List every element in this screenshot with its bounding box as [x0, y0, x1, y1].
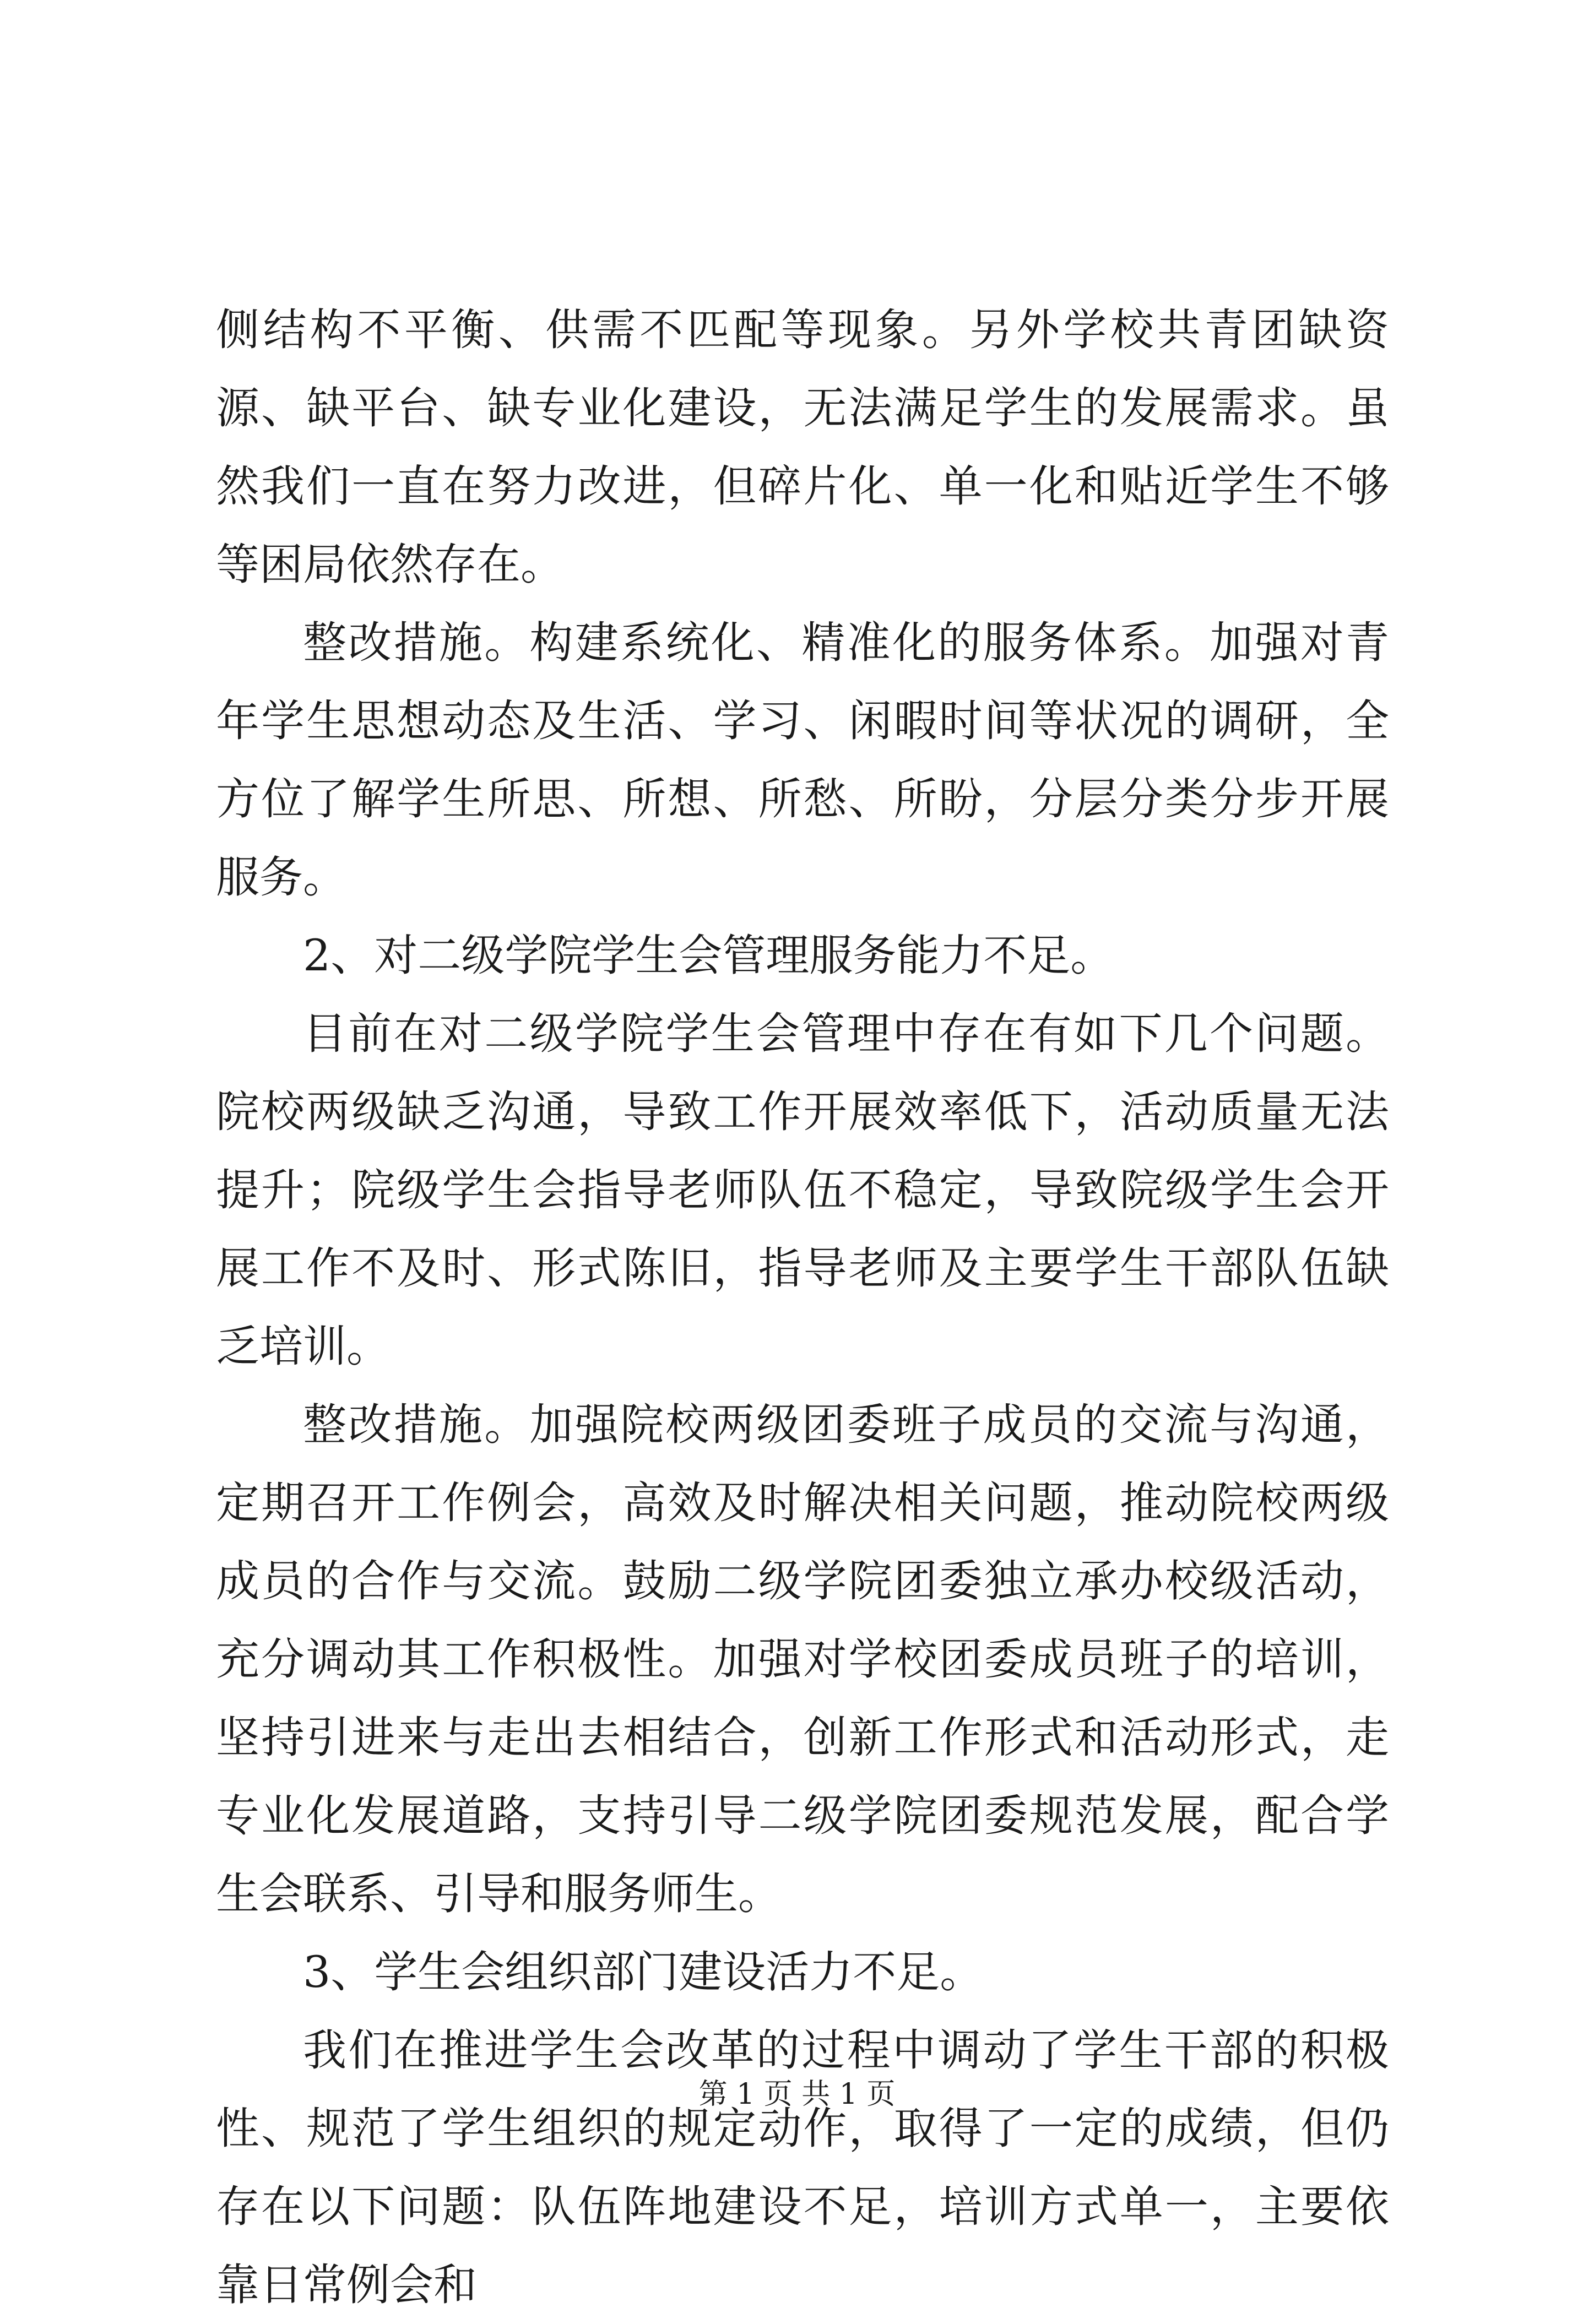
section-heading-3: 3、学生会组织部门建设活力不足。 [303, 1947, 984, 1997]
paragraph-continuation: 侧结构不平衡、供需不匹配等现象。另外学校共青团缺资源、缺平台、缺专业化建设，无法满足学生的发展需求。虽然我们一直在努力改进，但碎片化、单一化和贴近学生不够等困局依然存在。 [216, 305, 1389, 590]
paragraph-rectification-2: 整改措施。加强院校两级团委班子成员的交流与沟通，定期召开工作例会，高效及时解决相关问题，推动院校两级成员的合作与交流。鼓励二级学院团委独立承办校级活动，充分调动其工作积极性。加强对学校团委成员班子的培训，坚持引进来与走出去相结合，创新工作形式和活动形式，走专业化发展道路，支持引导二级学院团委规范发展，配合学生会联系、引导和服务师生。 [216, 1399, 1389, 1919]
section-heading-2: 2、对二级学院学生会管理服务能力不足。 [303, 930, 1114, 981]
document-body [216, 291, 1389, 2324]
paragraph-problem-2: 目前在对二级学院学生会管理中存在有如下几个问题。院校两级缺乏沟通，导致工作开展效率低下，活动质量无法提升；院级学生会指导老师队伍不稳定，导致院级学生会开展工作不及时、形式陈旧，指导老师及主要学生干部队伍缺乏培训。 [216, 1008, 1389, 1372]
paragraph-rectification-1: 整改措施。构建系统化、精准化的服务体系。加强对青年学生思想动态及生活、学习、闲暇时间等状况的调研，全方位了解学生所思、所想、所愁、所盼，分层分类分步开展服务。 [216, 617, 1389, 903]
page-footer: 第 1 页 共 1 页 [698, 2078, 896, 2111]
paragraph-problem-3: 我们在推进学生会改革的过程中调动了学生干部的积极性、规范了学生组织的规定动作，取得了一定的成绩，但仍存在以下问题：队伍阵地建设不足，培训方式单一，主要依靠日常例会和 [216, 2025, 1389, 2310]
